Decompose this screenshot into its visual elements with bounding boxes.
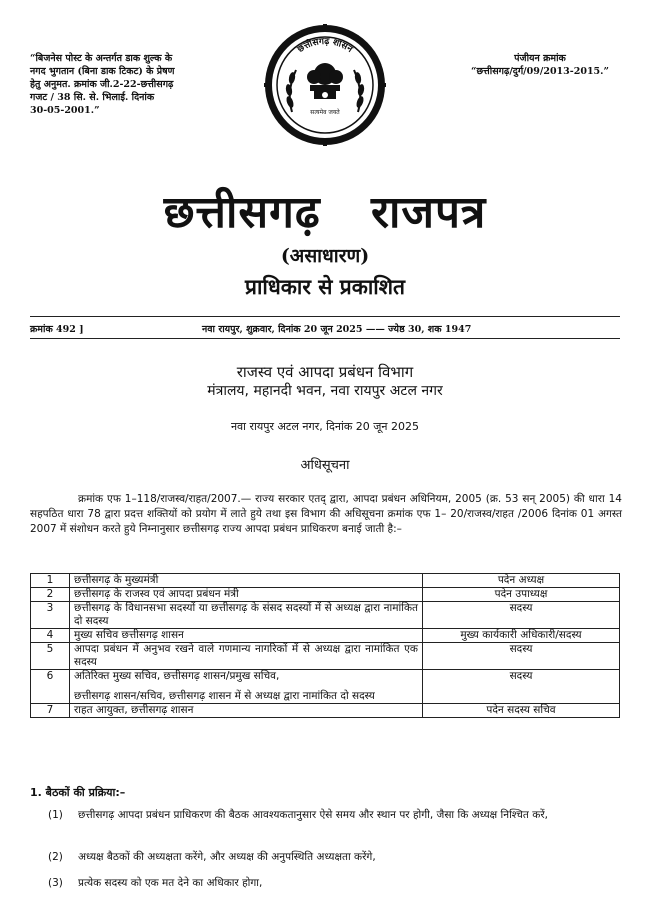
registration-block bbox=[450, 52, 630, 78]
postal-line: गजट / 38 सि. से. भिलाई. दिनांक bbox=[30, 92, 155, 103]
member-role: मुख्य कार्यकारी अधिकारी/सदस्य bbox=[423, 629, 620, 643]
member-description: मुख्य सचिव छत्तीसगढ़ शासन bbox=[70, 629, 423, 643]
member-description: आपदा प्रबंधन में अनुभव रखने वाले गणमान्य नागरिकों में से अध्यक्ष द्वारा नामांकित एक सदस्य bbox=[70, 643, 423, 670]
table-row bbox=[31, 629, 620, 643]
member-description-cell bbox=[70, 670, 423, 704]
procedure-marker: (3) bbox=[48, 877, 63, 889]
notification-heading: अधिसूचना bbox=[300, 458, 350, 473]
extraordinary-label: (असाधारण) bbox=[280, 245, 370, 267]
table-row bbox=[31, 602, 620, 629]
department-address: मंत्रालय, महानदी भवन, नवा रायपुर अटल नगर bbox=[207, 383, 443, 399]
procedure-text: अध्यक्ष बैठकों की अध्यक्षता करेंगे, और अध्यक्ष की अनुपस्थिति अध्यक्षता करेंगे, bbox=[78, 851, 376, 863]
member-role: पदेन उपाध्यक्ष bbox=[423, 588, 620, 602]
procedure-text: छत्तीसगढ़ आपदा प्रबंधन प्राधिकरण की बैठक आवश्यकतानुसार ऐसे समय और स्थान पर होगी, जैसा कि अध्यक्ष निश्चित करें, bbox=[78, 809, 548, 821]
member-role: सदस्य bbox=[423, 643, 620, 670]
table-row bbox=[31, 643, 620, 670]
emblem-ring-text: छत्तीसगढ़ शासन bbox=[296, 36, 355, 55]
issue-date: नवा रायपुर, शुक्रवार, दिनांक 20 जून 2025 —— ज्येष्ठ 30, शक 1947 bbox=[202, 324, 472, 335]
member-number: 7 bbox=[31, 704, 70, 718]
member-role: सदस्य bbox=[423, 602, 620, 629]
gazette-title: छत्तीसगढ़ राजपत्र bbox=[163, 187, 487, 238]
postal-line: नगद भुगतान (बिना डाक टिकट) के प्रेषण bbox=[30, 66, 175, 77]
member-number: 4 bbox=[31, 629, 70, 643]
member-number: 6 bbox=[31, 670, 70, 704]
procedure-item bbox=[48, 850, 622, 865]
registration-label: पंजीयन क्रमांक bbox=[514, 53, 566, 64]
table-row bbox=[31, 670, 620, 704]
published-by-authority: प्राधिकार से प्रकाशित bbox=[245, 274, 405, 299]
top-rule bbox=[30, 316, 620, 317]
department-name: राजस्व एवं आपदा प्रबंधन विभाग bbox=[236, 363, 414, 381]
issue-number: क्रमांक 492 ] bbox=[30, 324, 84, 335]
section-heading: 1. बैठकों की प्रक्रिया:– bbox=[30, 786, 126, 799]
member-description: छत्तीसगढ़ के मुख्यमंत्री bbox=[70, 574, 423, 588]
notification-dateline: नवा रायपुर अटल नगर, दिनांक 20 जून 2025 bbox=[230, 420, 420, 433]
postal-line: “बिजनेस पोस्ट के अन्तर्गत डाक शुल्क के bbox=[30, 53, 173, 64]
table-row bbox=[31, 704, 620, 718]
notification-paragraph: क्रमांक एफ 1–118/राजस्व/राहत/2007.— राज्य सरकार एतद् द्वारा, आपदा प्रबंधन अधिनियम, 2005 (क्र. 53 सन् 2005) की धारा 14 सहपठित धारा 78 द्वारा प्रदत्त शक्तियों को प्रयोग में लाते हुये तथा इस विभाग की अधिसूचना क्रमांक एफ 1– 20/राजस्व/राहत /2006 दिनांक 01 अगस्त 2007 में संशोधन करते हुये निम्नानुसार छत्तीसगढ़ राज्य आपदा प्रबंधन प्राधिकरण बनाई जाती है:– bbox=[30, 493, 622, 535]
procedure-marker: (2) bbox=[48, 851, 63, 863]
member-number: 5 bbox=[31, 643, 70, 670]
authority-members-table bbox=[30, 573, 620, 718]
table-row bbox=[31, 588, 620, 602]
procedure-text: प्रत्येक सदस्य को एक मत देने का अधिकार होगा, bbox=[78, 877, 263, 889]
member-description: छत्तीसगढ़ के विधानसभा सदस्यों या छत्तीसगढ़ के संसद सदस्यों में से अध्यक्ष द्वारा नामांकित दो सदस्य bbox=[70, 602, 423, 629]
postal-line: हेतु अनुमत. क्रमांक जी.2-22-छत्तीसगढ़ bbox=[30, 79, 174, 90]
member-number: 1 bbox=[31, 574, 70, 588]
member-description-continued: छत्तीसगढ़ शासन/सचिव, छत्तीसगढ़ शासन में से अध्यक्ष द्वारा नामांकित दो सदस्य bbox=[74, 690, 375, 702]
member-role: पदेन सदस्य सचिव bbox=[423, 704, 620, 718]
postal-line: 30-05-2001.” bbox=[30, 105, 100, 116]
member-description: अतिरिक्त मुख्य सचिव, छत्तीसगढ़ शासन/प्रमुख सचिव, bbox=[74, 670, 280, 682]
member-role: पदेन अध्यक्ष bbox=[423, 574, 620, 588]
procedure-item bbox=[48, 876, 622, 891]
procedure-marker: (1) bbox=[48, 809, 63, 821]
bottom-rule bbox=[30, 338, 620, 339]
member-number: 2 bbox=[31, 588, 70, 602]
member-description: छत्तीसगढ़ के राजस्व एवं आपदा प्रबंधन मंत्री bbox=[70, 588, 423, 602]
chhattisgarh-emblem-seal bbox=[262, 22, 388, 148]
procedure-item bbox=[48, 808, 622, 823]
postal-permit-note bbox=[30, 52, 208, 117]
member-number: 3 bbox=[31, 602, 70, 629]
member-role: सदस्य bbox=[423, 670, 620, 704]
registration-number: “छत्तीसगढ़/दुर्ग/09/2013-2015.” bbox=[471, 66, 609, 77]
table-row bbox=[31, 574, 620, 588]
emblem-motto: सत्यमेव जयते bbox=[310, 109, 340, 116]
member-description: राहत आयुक्त, छत्तीसगढ़ शासन bbox=[70, 704, 423, 718]
